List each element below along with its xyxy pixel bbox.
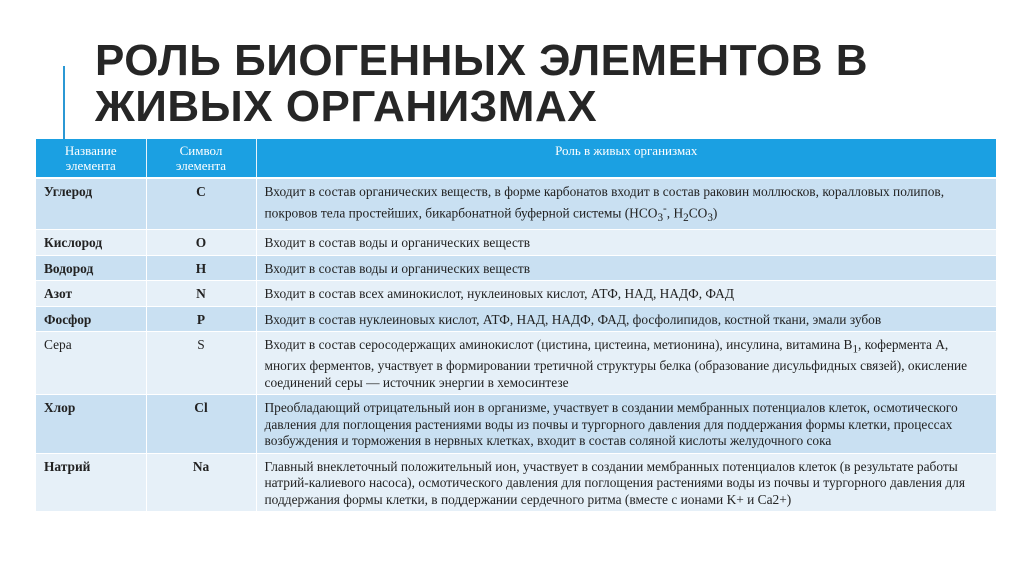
element-symbol-cell: H	[146, 255, 256, 281]
element-name-cell: Азот	[36, 281, 146, 307]
element-symbol-cell: Cl	[146, 395, 256, 454]
title-accent-bar	[63, 66, 65, 140]
element-symbol-cell: O	[146, 230, 256, 256]
element-role-cell: Входит в состав всех аминокислот, нуклеиновых кислот, АТФ, НАД, НАДФ, ФАД	[256, 281, 996, 307]
biogenic-elements-table	[36, 139, 996, 512]
table-row	[36, 332, 996, 395]
element-name-cell: Сера	[36, 332, 146, 395]
element-name-cell: Водород	[36, 255, 146, 281]
table-row	[36, 453, 996, 512]
table-header-row	[36, 139, 996, 178]
header-element-name: Название элемента	[36, 139, 146, 178]
element-symbol-cell: N	[146, 281, 256, 307]
element-role-cell: Входит в состав органических веществ, в форме карбонатов входит в состав раковин моллюсков, коралловых полипов, покровов тела простейших, бикарбонатной буферной системы ($HCO_3^-$, $H_2CO_3$)	[256, 178, 996, 230]
page-title-line-2: ЖИВЫХ ОРГАНИЗМАХ	[95, 82, 598, 131]
element-role-cell: Входит в состав серосодержащих аминокислот (цистина, цистеина, метионина), инсулина, витамина $В_1$, кофермента А, многих ферментов, участвует в формировании третичной структуры белка (образование дисульфидных связей), окисление соединений серы — источник энергии в хемосинтезе	[256, 332, 996, 395]
page-title	[95, 38, 995, 130]
table-row	[36, 255, 996, 281]
element-name-cell: Натрий	[36, 453, 146, 512]
element-name-cell: Фосфор	[36, 306, 146, 332]
element-role-cell: Входит в состав нуклеиновых кислот, АТФ, НАД, НАДФ, ФАД, фосфолипидов, костной ткани, эмали зубов	[256, 306, 996, 332]
table-row	[36, 395, 996, 454]
element-role-cell: Входит в состав воды и органических веществ	[256, 230, 996, 256]
table-row	[36, 306, 996, 332]
element-symbol-cell: P	[146, 306, 256, 332]
table-row	[36, 281, 996, 307]
element-symbol-cell: Na	[146, 453, 256, 512]
table-row	[36, 230, 996, 256]
element-name-cell: Хлор	[36, 395, 146, 454]
element-symbol-cell: C	[146, 178, 256, 230]
element-role-cell: Главный внеклеточный положительный ион, участвует в создании мембранных потенциалов клеток (в результате работы натрий-калиевого насоса), осмотического давления для поглощения растениями воды из почвы и тургорного давления для поддержания формы клетки, в поддержании сердечного ритма (вместе с ионами K+ и Ca2+)	[256, 453, 996, 512]
element-name-cell: Углерод	[36, 178, 146, 230]
element-role-cell: Входит в состав воды и органических веществ	[256, 255, 996, 281]
element-symbol-cell: S	[146, 332, 256, 395]
element-role-cell: Преобладающий отрицательный ион в организме, участвует в создании мембранных потенциалов клеток, осмотического давления для поглощения растениями воды из почвы и тургорного давления для поддержания формы клетки, процессах возбуждения и торможения в нервных клетках, входит в состав соляной кислоты желудочного сока	[256, 395, 996, 454]
element-name-cell: Кислород	[36, 230, 146, 256]
page-title-line-1: РОЛЬ БИОГЕННЫХ ЭЛЕМЕНТОВ В	[95, 36, 868, 85]
header-element-symbol: Символ элемента	[146, 139, 256, 178]
table-row	[36, 178, 996, 230]
header-element-role: Роль в живых организмах	[256, 139, 996, 178]
